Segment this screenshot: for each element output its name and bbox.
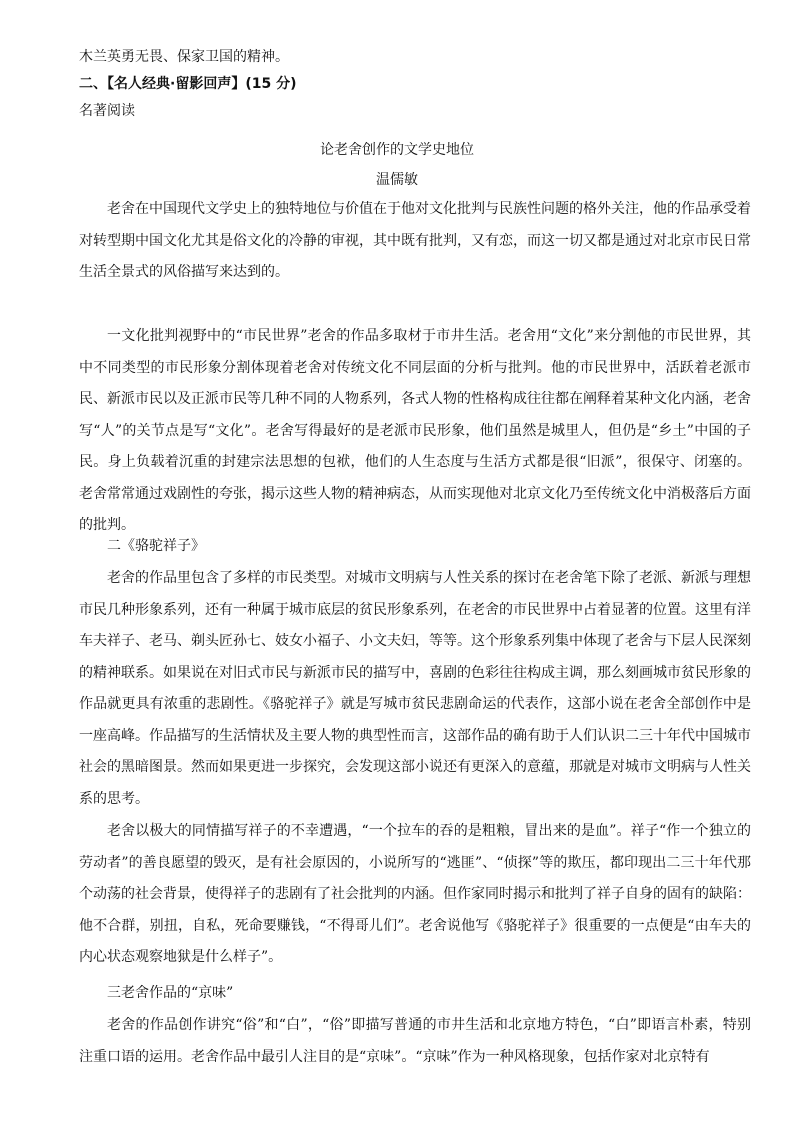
sub-label: 名著阅读: [79, 103, 135, 119]
paragraph-section-two-b: 老舍以极大的同情描写祥子的不幸遭遇，“一个拉车的吞的是粗粮，冒出来的是血”。祥子“作一个独立的劳动者”的善良愿望的毁灭，是有社会原因的，小说所写的“逃匪”、“侦探”等的欺压，都印现出二三十年代那个动荡的社会背景，使得祥子的悲剧有了社会批判的内涵。但作家同时揭示和批判了祥子自身的固有的缺陷：他不合群，别扭，自私，死命要赚钱，“不得哥儿们”。老舍说他写《骆驼祥子》很重要的一点便是“由车夫的内心状态观察地狱是什么样子”。: [79, 823, 751, 965]
section-heading: 二、【名人经典·留影回声】(15 分): [79, 76, 297, 92]
section-heading-two: 二《骆驼祥子》: [107, 538, 205, 554]
paragraph-section-one: 一文化批判视野中的“市民世界”老舍的作品多取材于市井生活。老舍用“文化”来分割他的市民世界，其中不同类型的市民形象分割体现着老舍对传统文化不同层面的分析与批判。他的市民世界中，活跃着老派市民、新派市民以及正派市民等几种不同的人物系列，各式人物的性格构成往往都在阐释着某种文化内涵，老舍写“人”的关节点是写“文化”。老舍写得最好的是老派市民形象，他们虽然是城里人，但仍是“乡土”中国的子民。身上负载着沉重的封建宗法思想的包袱，他们的人生态度与生活方式都是很“旧派”，很保守、闭塞的。老舍常常通过戏剧性的夸张，揭示这些人物的精神病态，从而实现他对北京文化乃至传统文化中消极落后方面的批判。: [79, 328, 751, 533]
paragraph-intro: 老舍在中国现代文学史上的独特地位与价值在于他对文化批判与民族性问题的格外关注，他的作品承受着对转型期中国文化尤其是俗文化的冷静的审视，其中既有批判，又有恋，而这一切又都是通过对北京市民日常生活全景式的风俗描写来达到的。: [79, 201, 751, 280]
paragraph-section-two-a: 老舍的作品里包含了多样的市民类型。对城市文明病与人性关系的探讨在老舍笔下除了老派、新派与理想市民几种形象系列，还有一种属于城市底层的贫民形象系列，在老舍的市民世界中占着显著的位置。这里有洋车夫祥子、老马、剃头匠孙七、妓女小福子、小文夫妇，等等。这个形象系列集中体现了老舍与下层人民深刻的精神联系。如果说在对旧式市民与新派市民的描写中，喜剧的色彩往往构成主调，那么刻画城市贫民形象的作品就更具有浓重的悲剧性。《骆驼祥子》就是写城市贫民悲剧命运的代表作，这部小说在老舍全部创作中是一座高峰。作品描写的生活情状及主要人物的典型性而言，这部作品的确有助于人们认识二三十年代中国城市社会的黑暗图景。然而如果更进一步探究，会发现这部小说还有更深入的意蕴，那就是对城市文明病与人性关系的思考。: [79, 570, 751, 807]
section-heading-three: 三老舍作品的“京味”: [107, 985, 234, 1001]
article-title: 论老舍创作的文学史地位: [320, 142, 474, 158]
article-author: 温儒敏: [376, 172, 418, 188]
intro-line: 木兰英勇无畏、保家卫国的精神。: [79, 49, 289, 65]
paragraph-section-three: 老舍的作品创作讲究“俗”和“白”，“俗”即描写普通的市井生活和北京地方特色，“白”即语言朴素，特别注重口语的运用。老舍作品中最引人注目的是“京味”。“京味”作为一种风格现象，包括作家对北京特有: [79, 1017, 751, 1065]
